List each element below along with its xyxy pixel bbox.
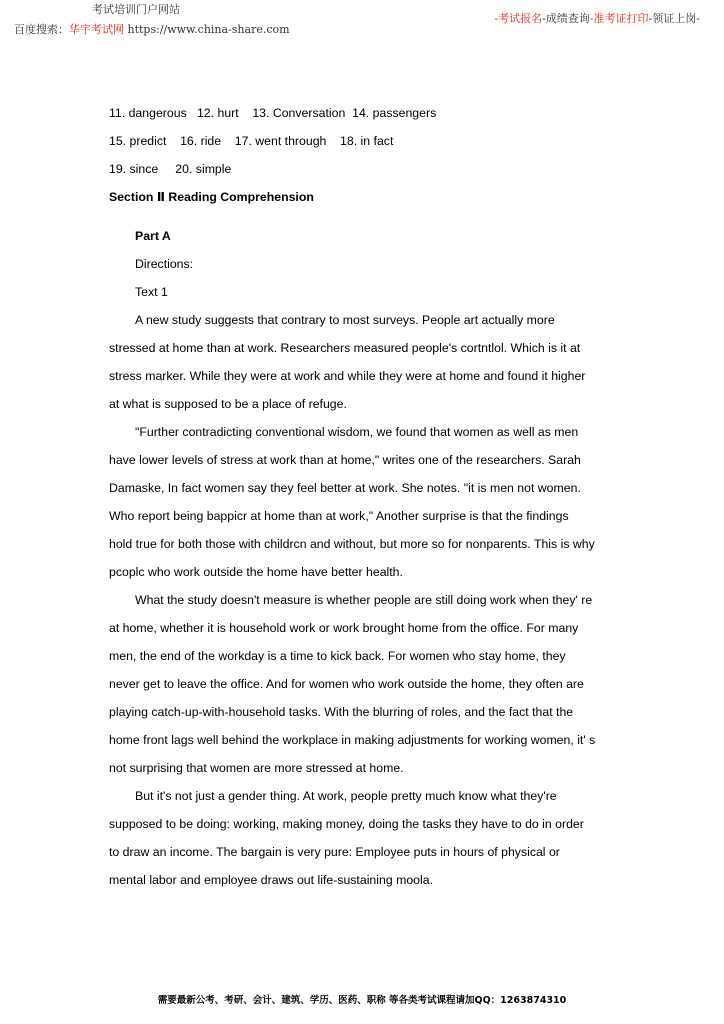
document-body xyxy=(109,99,629,894)
directions-label: Directions: xyxy=(135,257,194,271)
text-line: at home, whether it is household work or work brought home from the office. For many xyxy=(109,621,579,635)
text-line: But it's not just a gender thing. At work, people pretty much know what they're xyxy=(135,789,557,803)
link-certificate[interactable]: -领证上岗- xyxy=(648,12,700,25)
text-line: "Further contradicting conventional wisdom, we found that women as well as men xyxy=(135,425,579,439)
site-url[interactable]: https://www.china-share.com xyxy=(127,23,290,36)
paragraph xyxy=(109,782,629,894)
text-line: to draw an income. The bargain is very pure: Employee puts in hours of physical or xyxy=(109,845,560,859)
paragraph xyxy=(109,306,629,418)
text-line: men, the end of the workday is a time to kick back. For women who stay home, they xyxy=(109,649,566,663)
text-line: hold true for both those with childrcn and without, but more so for nonparents. This is why xyxy=(109,537,595,551)
paragraph xyxy=(109,586,629,782)
header-links xyxy=(494,10,700,26)
text-line: not surprising that women are more stressed at home. xyxy=(109,761,404,775)
text-line: playing catch-up-with-household tasks. With the blurring of roles, and the fact that the xyxy=(109,705,574,719)
text-line: supposed to be doing: working, making money, doing the tasks they have to do in order xyxy=(109,817,584,831)
text-line: What the study doesn't measure is whether people are still doing work when they' re xyxy=(135,593,593,607)
text-line: have lower levels of stress at work than at home," writes one of the researchers. Sarah xyxy=(109,453,581,467)
text-line: home front lags well behind the workplace in making adjustments for working women, it' s xyxy=(109,733,596,747)
brand-link[interactable]: 华宇考试网 xyxy=(69,23,124,36)
footer-notice: 需要最新公考、考研、会计、建筑、学历、医药、职称 等各类考试课程请加QQ：1263874310 xyxy=(157,995,567,1006)
answer-line: 15. predict 16. ride 17. went through 18. in fact xyxy=(109,134,394,148)
paragraph xyxy=(109,418,629,586)
text-line: stress marker. While they were at work and while they were at home and found it higher xyxy=(109,369,586,383)
site-title: 考试培训门户网站 xyxy=(92,3,180,16)
answer-line: 19. since 20. simple xyxy=(109,162,232,176)
part-title: Part A xyxy=(135,229,171,243)
text-line: A new study suggests that contrary to most surveys. People art actually more xyxy=(135,313,555,327)
text-line: mental labor and employee draws out life-sustaining moola. xyxy=(109,873,433,887)
text-line: stressed at home than at work. Researchers measured people's cortntlol. Which is it at xyxy=(109,341,581,355)
search-hint xyxy=(14,21,290,37)
text-label: Text 1 xyxy=(135,285,168,299)
text-line: never get to leave the office. And for women who work outside the home, they often are xyxy=(109,677,584,691)
text-line: pcoplc who work outside the home have better health. xyxy=(109,565,403,579)
link-registration[interactable]: -考试报名 xyxy=(494,12,543,25)
link-scores[interactable]: -成绩查询 xyxy=(542,12,590,25)
text-line: Damaske, In fact women say they feel better at work. She notes. "it is men not women. xyxy=(109,481,581,495)
text-line: Who report being bappicr at home than at work," Another surprise is that the findings xyxy=(109,509,569,523)
answer-line: 11. dangerous 12. hurt 13. Conversation 14. passengers xyxy=(109,106,437,120)
section-title: Section Ⅱ Reading Comprehension xyxy=(109,190,314,204)
text-line: at what is supposed to be a place of refuge. xyxy=(109,397,347,411)
search-label: 百度搜索： xyxy=(14,23,69,36)
link-admission-ticket[interactable]: -准考证打印 xyxy=(589,12,649,25)
